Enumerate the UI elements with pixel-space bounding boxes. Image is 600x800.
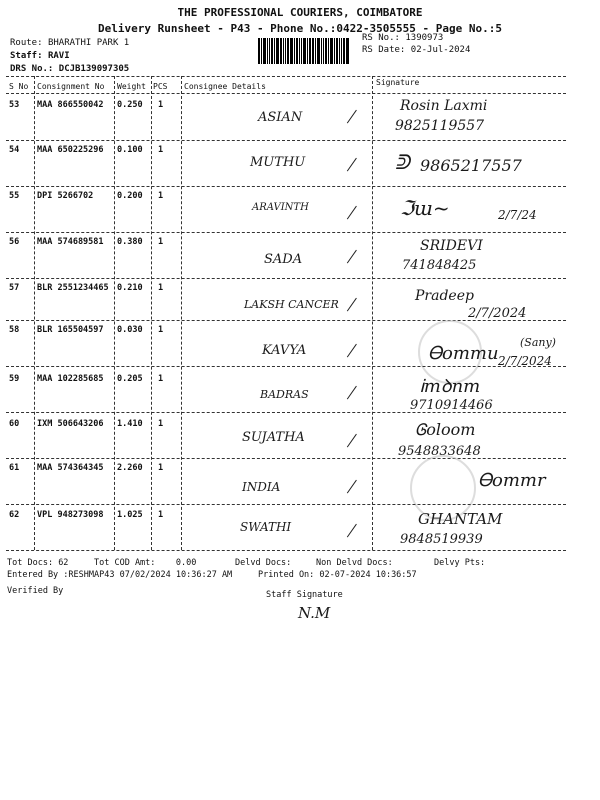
barcode-bar xyxy=(301,38,302,64)
barcode-bar xyxy=(343,38,345,64)
verified-by: Verified By xyxy=(7,586,64,596)
barcode-bar xyxy=(299,38,300,64)
route-value: BHARATHI PARK 1 xyxy=(47,38,130,48)
barcode-bar xyxy=(294,38,295,64)
row-weight: 1.025 xyxy=(117,510,143,520)
barcode-bar xyxy=(312,38,314,64)
signature-handwriting: (Sany) xyxy=(520,336,556,349)
row-pcs: 1 xyxy=(158,283,164,293)
tick-mark xyxy=(347,386,357,400)
col-header-consignee: Consignee Details xyxy=(184,82,266,91)
table-bottom-rule xyxy=(6,550,566,551)
tick-mark xyxy=(347,158,357,172)
signature-phone: 9825119557 xyxy=(395,118,485,134)
row-weight: 1.410 xyxy=(117,419,143,429)
staff-label: Staff: xyxy=(10,51,43,61)
row-rule xyxy=(6,412,566,413)
signature-date: 2/7/24 xyxy=(498,208,537,222)
rs-no-label: RS No.: xyxy=(362,33,400,43)
signature-scribble: Ꮎommu xyxy=(428,343,499,364)
consignee-handwriting: ASIAN xyxy=(258,110,303,125)
signature-handwriting: SRIDEVI xyxy=(420,238,483,254)
barcode-bar xyxy=(315,38,316,64)
signature-phone: 741848425 xyxy=(402,258,477,273)
row-rule xyxy=(6,140,566,141)
tick-mark xyxy=(347,344,357,358)
consignee-handwriting: BADRAS xyxy=(260,388,309,401)
row-weight: 0.205 xyxy=(117,374,143,384)
consignee-handwriting: ARAVINTH xyxy=(252,202,309,213)
barcode xyxy=(258,38,354,64)
barcode-bar xyxy=(263,38,266,64)
entered-by-label: Entered By : xyxy=(7,570,69,580)
tick-mark xyxy=(347,110,357,124)
printed-on-value: 02-07-2024 10:36:57 xyxy=(319,570,417,580)
signature-handwriting: GHANTAM xyxy=(418,510,503,528)
tot-docs xyxy=(7,558,68,568)
barcode-bar xyxy=(325,38,327,64)
route-label: Route: xyxy=(10,38,43,48)
row-rule xyxy=(6,458,566,459)
col-header-pcs: PCS xyxy=(153,82,168,91)
delvd-docs-label: Delvd Docs: xyxy=(235,558,292,568)
barcode-bar xyxy=(285,38,286,64)
row-pcs: 1 xyxy=(158,145,164,155)
tick-mark xyxy=(347,480,357,494)
barcode-bar xyxy=(267,38,268,64)
row-consignment: MAA 102285685 xyxy=(37,374,104,384)
tick-mark xyxy=(347,434,357,448)
signature-scribble: Ꮎommr xyxy=(478,470,546,491)
tick-mark xyxy=(347,206,357,220)
barcode-bar xyxy=(336,38,338,64)
runsheet-subtitle: Delivery Runsheet - P43 - Phone No.:0422-3505555 - Page No.:5 xyxy=(98,22,502,35)
row-consignment: MAA 866550042 xyxy=(37,100,104,110)
drs-line xyxy=(10,64,129,74)
row-sno: 55 xyxy=(9,191,20,201)
barcode-bar xyxy=(280,38,282,64)
route-line xyxy=(10,38,129,48)
row-pcs: 1 xyxy=(158,100,164,110)
barcode-bar xyxy=(269,38,270,64)
company-title: THE PROFESSIONAL COURIERS, COIMBATORE xyxy=(177,6,423,19)
header-rule xyxy=(6,93,566,94)
rs-no-line xyxy=(362,33,443,43)
barcode-bar xyxy=(341,38,342,64)
row-pcs: 1 xyxy=(158,237,164,247)
signature-handwriting: Pradeep xyxy=(415,288,474,304)
row-sno: 57 xyxy=(9,283,20,293)
barcode-bar xyxy=(274,38,275,64)
consignee-handwriting: LAKSH CANCER xyxy=(244,298,339,311)
col-divider xyxy=(151,76,152,550)
tot-cod-value: 0.00 xyxy=(175,558,197,568)
tot-docs-label: Tot Docs: xyxy=(7,558,54,568)
row-pcs: 1 xyxy=(158,419,164,429)
row-sno: 54 xyxy=(9,145,20,155)
barcode-bar xyxy=(271,38,273,64)
row-rule xyxy=(6,366,566,367)
signature-phone: 9865217557 xyxy=(420,156,522,175)
signature-scribble: ℑɯ~ xyxy=(400,196,450,220)
printed-on xyxy=(258,570,417,580)
barcode-bar xyxy=(287,38,289,64)
signature-phone: 9848519939 xyxy=(400,532,483,547)
row-weight: 2.260 xyxy=(117,463,143,473)
barcode-bar xyxy=(339,38,340,64)
entered-by xyxy=(7,570,232,580)
rs-no-value: 1390973 xyxy=(405,33,444,43)
barcode-bar xyxy=(303,38,306,64)
tot-cod-label: Tot COD Amt: xyxy=(94,558,156,568)
row-weight: 0.210 xyxy=(117,283,143,293)
barcode-bar xyxy=(346,38,349,64)
signature-handwriting: Rosin Laxmi xyxy=(400,98,488,114)
row-consignment: MAA 650225296 xyxy=(37,145,104,155)
col-header-sno: S No xyxy=(9,82,29,91)
signature-date: 2/7/2024 xyxy=(498,354,552,368)
rs-date-value: 02-Jul-2024 xyxy=(410,45,471,55)
tick-mark xyxy=(347,298,357,312)
entered-by-value: RESHMAP43 07/02/2024 10:36:27 AM xyxy=(68,570,233,580)
row-weight: 0.100 xyxy=(117,145,143,155)
tot-docs-value: 62 xyxy=(58,558,69,568)
consignee-handwriting: KAVYA xyxy=(262,343,307,358)
col-divider xyxy=(114,76,115,550)
tick-mark xyxy=(347,250,357,264)
staff-signature-label: Staff Signature xyxy=(266,590,343,600)
consignee-handwriting: SUJATHA xyxy=(242,430,305,445)
row-consignment: MAA 574689581 xyxy=(37,237,104,247)
row-pcs: 1 xyxy=(158,510,164,520)
row-consignment: BLR 2551234465 xyxy=(37,283,109,293)
non-delvd-docs-label: Non Delvd Docs: xyxy=(316,558,393,568)
barcode-bar xyxy=(309,38,311,64)
row-weight: 0.030 xyxy=(117,325,143,335)
col-divider xyxy=(372,76,373,550)
row-sno: 61 xyxy=(9,463,20,473)
row-pcs: 1 xyxy=(158,325,164,335)
row-pcs: 1 xyxy=(158,374,164,384)
barcode-bar xyxy=(323,38,324,64)
signature-phone: 9710914466 xyxy=(410,398,493,413)
staff-signature-mark: N.M xyxy=(298,604,331,622)
barcode-bar xyxy=(307,38,308,64)
drs-value: DCJB139097305 xyxy=(58,64,130,74)
row-sno: 60 xyxy=(9,419,20,429)
row-pcs: 1 xyxy=(158,463,164,473)
rs-date-line xyxy=(362,45,470,55)
signature-phone: 9548833648 xyxy=(398,444,481,459)
tot-cod xyxy=(94,558,196,568)
consignee-handwriting: INDIA xyxy=(242,480,281,494)
barcode-bar xyxy=(321,38,322,64)
row-weight: 0.200 xyxy=(117,191,143,201)
printed-on-label: Printed On: xyxy=(258,570,315,580)
row-rule xyxy=(6,186,566,187)
row-sno: 56 xyxy=(9,237,20,247)
barcode-bar xyxy=(258,38,260,64)
row-sno: 58 xyxy=(9,325,20,335)
row-consignment: MAA 574364345 xyxy=(37,463,104,473)
col-header-signature: Signature xyxy=(376,78,420,87)
col-header-consignment: Consignment No xyxy=(37,82,105,91)
row-weight: 0.250 xyxy=(117,100,143,110)
row-pcs: 1 xyxy=(158,191,164,201)
barcode-bar xyxy=(261,38,262,64)
row-consignment: IXM 506643206 xyxy=(37,419,104,429)
signature-scribble: ᕲ xyxy=(395,150,410,174)
barcode-bar xyxy=(330,38,333,64)
barcode-bar xyxy=(334,38,335,64)
consignee-handwriting: SWATHI xyxy=(240,520,292,534)
tick-mark xyxy=(347,524,357,538)
staff-value: RAVI xyxy=(47,51,70,61)
row-rule xyxy=(6,232,566,233)
barcode-bar xyxy=(283,38,284,64)
delvy-pts-label: Delvy Pts: xyxy=(434,558,486,568)
signature-scribble: Ꮆoloom xyxy=(415,420,476,439)
barcode-bar xyxy=(296,38,298,64)
drs-label: DRS No.: xyxy=(10,64,54,74)
row-sno: 62 xyxy=(9,510,20,520)
consignee-handwriting: SADA xyxy=(264,252,303,267)
signature-scribble: Ꭵmꝺnm xyxy=(420,376,481,397)
staff-line xyxy=(10,51,70,61)
row-consignment: BLR 165504597 xyxy=(37,325,104,335)
barcode-bar xyxy=(290,38,293,64)
row-consignment: DPI 5266702 xyxy=(37,191,94,201)
barcode-bar xyxy=(276,38,279,64)
row-weight: 0.380 xyxy=(117,237,143,247)
barcode-bar xyxy=(328,38,329,64)
col-header-weight: Weight xyxy=(117,82,146,91)
row-sno: 59 xyxy=(9,374,20,384)
row-sno: 53 xyxy=(9,100,20,110)
barcode-bar xyxy=(317,38,320,64)
table-top-rule xyxy=(6,76,566,77)
consignee-handwriting: MUTHU xyxy=(250,155,306,170)
row-consignment: VPL 948273098 xyxy=(37,510,104,520)
col-divider xyxy=(34,76,35,550)
row-rule xyxy=(6,320,566,321)
rs-date-label: RS Date: xyxy=(362,45,406,55)
signature-date: 2/7/2024 xyxy=(468,306,527,321)
row-rule xyxy=(6,504,566,505)
col-divider xyxy=(181,76,182,550)
row-rule xyxy=(6,278,566,279)
